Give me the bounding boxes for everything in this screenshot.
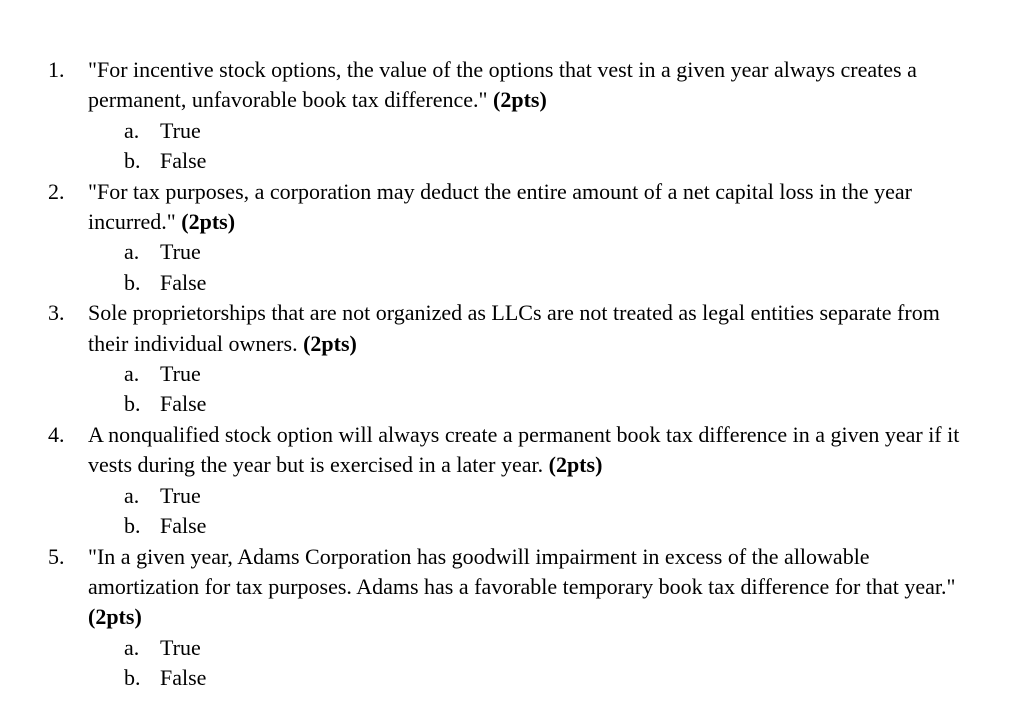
question-list <box>0 55 1024 694</box>
question-text-block <box>88 55 968 116</box>
option-a[interactable] <box>88 359 1024 389</box>
question-text-block <box>88 420 968 481</box>
question-number: 2. <box>48 178 65 204</box>
option-label: True <box>160 361 201 387</box>
question-text-block <box>88 298 968 359</box>
option-label: False <box>160 665 207 691</box>
question-points: (2pts) <box>181 209 236 235</box>
question-number: 3. <box>48 300 65 326</box>
question-number: 5. <box>48 543 65 569</box>
question-text-block <box>88 177 968 238</box>
option-label: True <box>160 634 201 660</box>
question-number: 4. <box>48 421 65 447</box>
option-letter: a. <box>124 482 140 508</box>
option-letter: b. <box>124 665 141 691</box>
option-label: False <box>160 148 207 174</box>
option-b[interactable] <box>88 268 1024 298</box>
option-list <box>88 237 1024 298</box>
option-label: False <box>160 513 207 539</box>
option-label: False <box>160 269 207 295</box>
question-text-block <box>88 542 968 633</box>
question-1 <box>0 55 1024 177</box>
option-a[interactable] <box>88 633 1024 663</box>
option-letter: b. <box>124 269 141 295</box>
option-b[interactable] <box>88 511 1024 541</box>
option-list <box>88 633 1024 694</box>
question-4 <box>0 420 1024 542</box>
question-2 <box>0 177 1024 299</box>
option-letter: a. <box>124 634 140 660</box>
option-a[interactable] <box>88 237 1024 267</box>
question-text: "In a given year, Adams Corporation has goodwill impairment in excess of the allowable amortization for tax purposes. Adams has a favorable temporary book tax difference for that year." <box>88 543 956 599</box>
option-b[interactable] <box>88 146 1024 176</box>
option-list <box>88 481 1024 542</box>
question-points: (2pts) <box>303 330 357 356</box>
option-letter: a. <box>124 117 140 143</box>
option-label: True <box>160 239 201 265</box>
question-text: Sole proprietorships that are not organized as LLCs are not treated as legal entities separate from their individual owners. <box>88 300 940 356</box>
option-list <box>88 116 1024 177</box>
option-letter: a. <box>124 239 140 265</box>
question-3 <box>0 298 1024 420</box>
option-letter: b. <box>124 391 141 417</box>
question-points: (2pts) <box>548 452 603 478</box>
question-text: "For tax purposes, a corporation may deduct the entire amount of a net capital loss in the year incurred." <box>88 178 912 235</box>
option-letter: a. <box>124 361 140 387</box>
question-number: 1. <box>48 57 65 82</box>
option-label: False <box>160 391 207 417</box>
option-letter: b. <box>124 148 141 174</box>
option-label: True <box>160 482 201 508</box>
option-a[interactable] <box>88 116 1024 146</box>
question-text: A nonqualified stock option will always create a permanent book tax difference in a given year if it vests during the year but is exercised in a later year. <box>88 421 960 478</box>
option-letter: b. <box>124 513 141 539</box>
option-b[interactable] <box>88 389 1024 419</box>
option-a[interactable] <box>88 481 1024 511</box>
option-b[interactable] <box>88 663 1024 693</box>
option-label: True <box>160 117 201 143</box>
question-text: "For incentive stock options, the value of the options that vest in a given year always creates a permanent, unfavorable book tax difference." <box>88 57 917 113</box>
question-points: (2pts) <box>493 87 547 113</box>
question-5 <box>0 542 1024 694</box>
option-list <box>88 359 1024 420</box>
question-points: (2pts) <box>88 604 142 630</box>
